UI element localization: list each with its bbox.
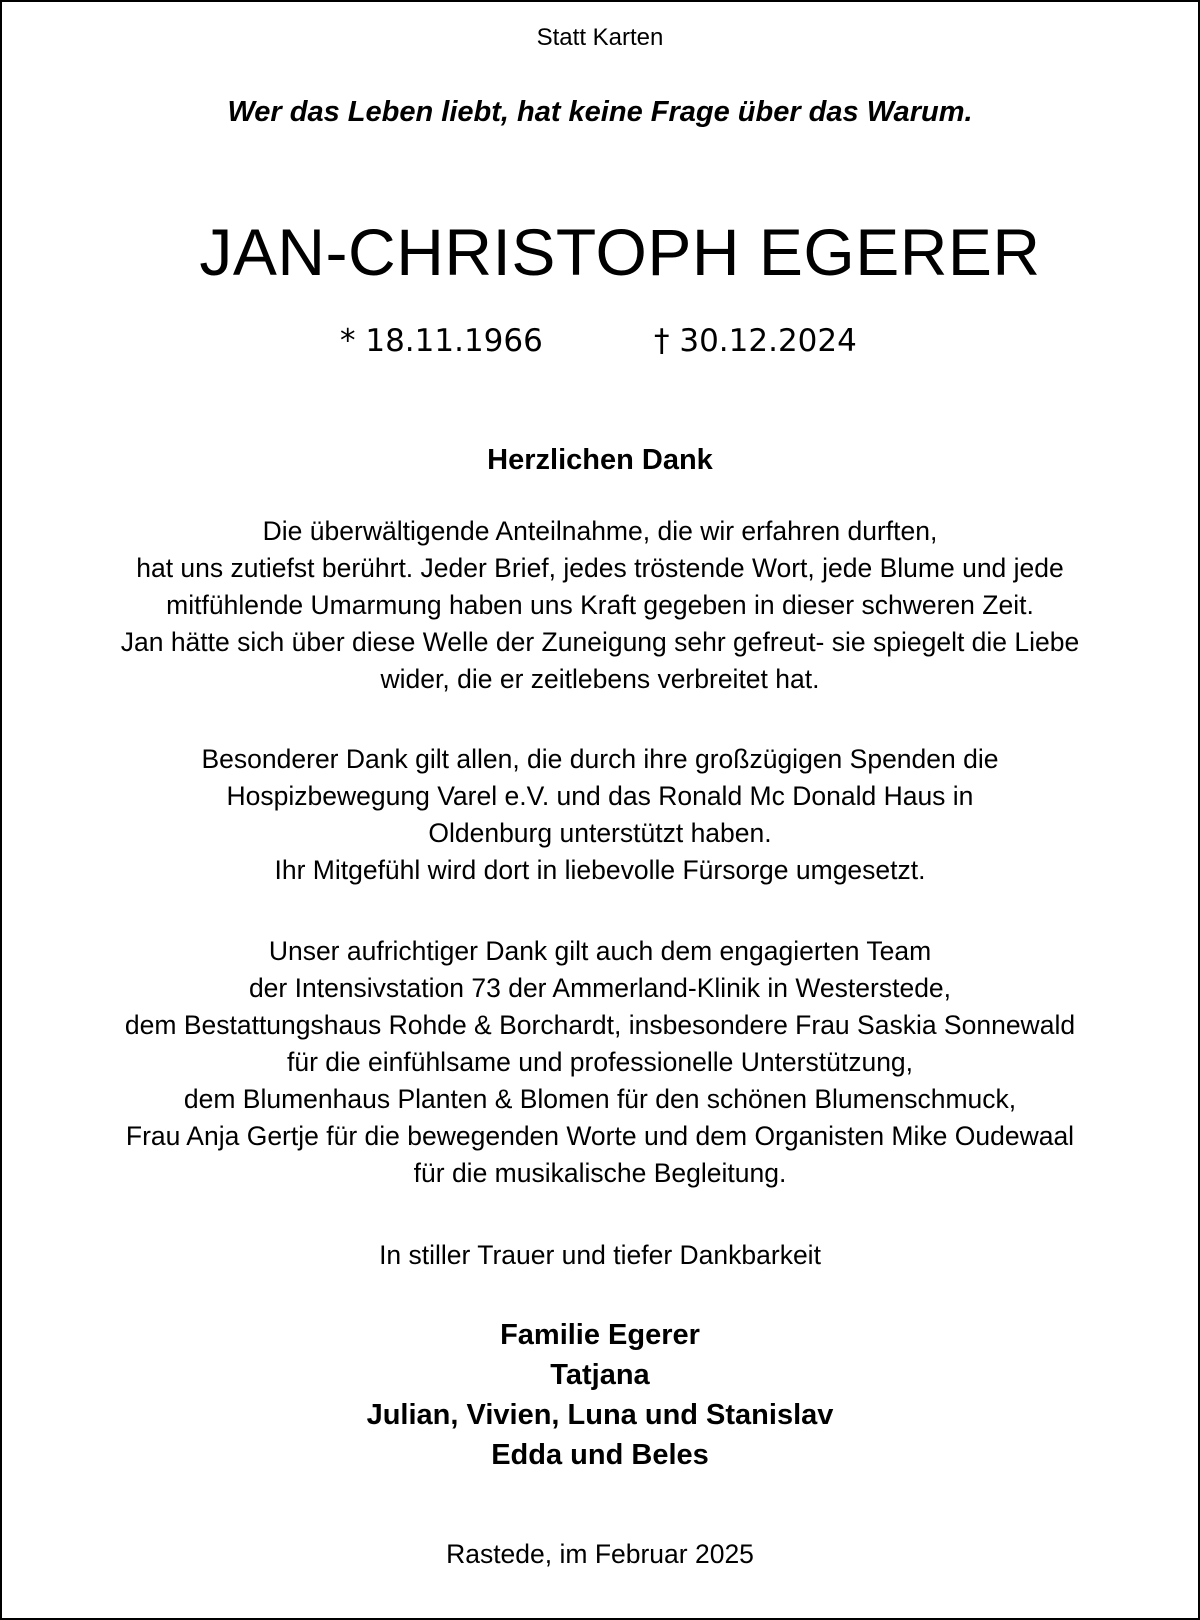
thanks-heading: Herzlichen Dank bbox=[487, 444, 713, 476]
death-date: † 30.12.2024 bbox=[654, 323, 857, 359]
paragraph-line: wider, die er zeitlebens verbreitet hat. bbox=[380, 664, 820, 694]
birth-date: * 18.11.1966 bbox=[340, 323, 543, 359]
paragraph-line: Ihr Mitgefühl wird dort in liebevolle Fürsorge umgesetzt. bbox=[274, 855, 926, 885]
paragraph-line: für die musikalische Begleitung. bbox=[413, 1158, 787, 1188]
paragraph-line: dem Bestattungshaus Rohde & Borchardt, insbesondere Frau Saskia Sonnewald bbox=[124, 1010, 1076, 1040]
paragraph-gratitude bbox=[2, 513, 1198, 698]
paragraph-line: Unser aufrichtiger Dank gilt auch dem engagierten Team bbox=[268, 936, 932, 966]
closing-line: In stiller Trauer und tiefer Dankbarkeit bbox=[379, 1240, 821, 1270]
signers-block bbox=[2, 1315, 1198, 1475]
signer-line: Julian, Vivien, Luna und Stanislav bbox=[366, 1399, 834, 1431]
paragraph-line: der Intensivstation 73 der Ammerland-Klinik in Westerstede, bbox=[248, 973, 952, 1003]
paragraph-line: dem Blumenhaus Planten & Blomen für den schönen Blumenschmuck, bbox=[183, 1084, 1017, 1114]
paragraph-line: Besonderer Dank gilt allen, die durch ihre großzügigen Spenden die bbox=[201, 744, 999, 774]
paragraph-line: hat uns zutiefst berührt. Jeder Brief, jedes tröstende Wort, jede Blume und jede bbox=[136, 553, 1064, 583]
paragraph-acknowledgements bbox=[2, 933, 1198, 1192]
signer-line: Tatjana bbox=[550, 1359, 650, 1391]
paragraph-line: mitfühlende Umarmung haben uns Kraft gegeben in dieser schweren Zeit. bbox=[166, 590, 1034, 620]
place-date: Rastede, im Februar 2025 bbox=[446, 1539, 754, 1569]
paragraph-line: Die überwältigende Anteilnahme, die wir erfahren durften, bbox=[262, 516, 938, 546]
deceased-name: JAN-CHRISTOPH EGERER bbox=[199, 215, 1041, 289]
top-note: Statt Karten bbox=[536, 24, 664, 51]
signer-line: Edda und Beles bbox=[491, 1439, 709, 1471]
signer-line: Familie Egerer bbox=[500, 1319, 700, 1351]
paragraph-line: Oldenburg unterstützt haben. bbox=[428, 818, 772, 848]
paragraph-donations bbox=[2, 741, 1198, 889]
paragraph-line: Hospizbewegung Varel e.V. und das Ronald Mc Donald Haus in bbox=[226, 781, 974, 811]
life-dates bbox=[2, 318, 1198, 364]
paragraph-line: Jan hätte sich über diese Welle der Zuneigung sehr gefreut- sie spiegelt die Liebe bbox=[120, 627, 1080, 657]
paragraph-line: für die einfühlsame und professionelle Unterstützung, bbox=[286, 1047, 914, 1077]
paragraph-line: Frau Anja Gertje für die bewegenden Worte und dem Organisten Mike Oudewaal bbox=[125, 1121, 1075, 1151]
motto-quote: Wer das Leben liebt, hat keine Frage über das Warum. bbox=[227, 96, 973, 128]
